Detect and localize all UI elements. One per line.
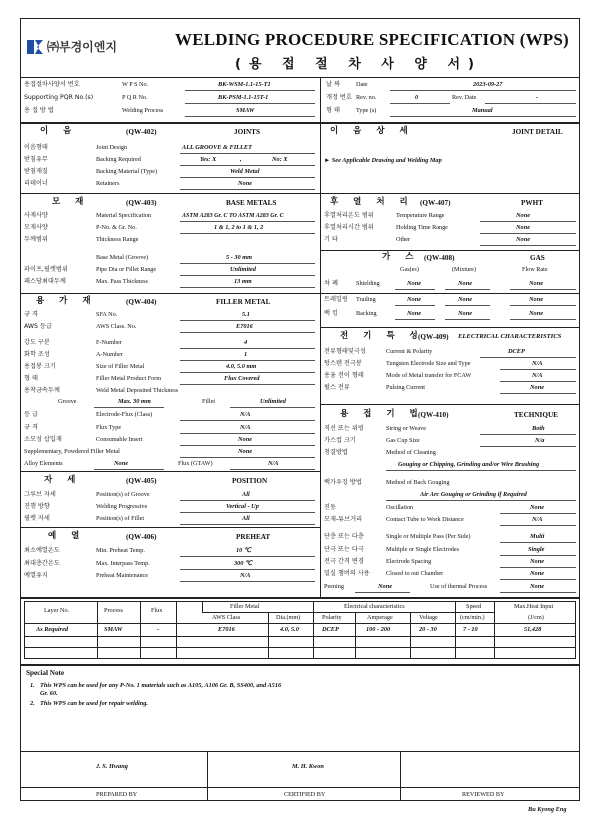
pass-label-ko: 단층 또는 다층: [324, 533, 364, 540]
gas-backing-mixture: None: [458, 310, 472, 317]
string-weave-label-ko: 직선 또는 위빙: [324, 425, 364, 432]
thermal-process-label: Use of thermal Process: [430, 583, 488, 590]
th-voltage: Voltage: [419, 614, 438, 621]
deposited-label-ko: 용착금속두께: [24, 387, 60, 394]
groove-position-label-ko: 그루브 자세: [24, 491, 56, 498]
filler-title-en: FILLER METAL: [216, 298, 271, 306]
string-weave-label-en: String or Weave: [386, 425, 426, 432]
deposited-groove-value: Max. 30 mm: [118, 398, 151, 405]
fillet-position-label-en: Position(s) of Fillet: [96, 515, 145, 522]
pulsing-label-ko: 펄스 전류: [324, 384, 350, 391]
gas-title-en: GAS: [530, 254, 545, 262]
gas-trailing-mixture: None: [458, 296, 472, 303]
deposited-fillet-label: Fillet: [202, 398, 216, 405]
deposited-groove-label: Groove: [58, 398, 77, 405]
td-dia: 4.0, 5.0: [280, 626, 299, 633]
joint-detail-title-en: JOINT DETAIL: [512, 128, 563, 136]
wps-no-value: BK-WSM-1.1-15-T1: [218, 81, 271, 88]
sfa-label-ko: 규 격: [24, 311, 38, 318]
th-heat-input: Max.Heat Input: [514, 603, 554, 610]
pwht-temp-label-en: Temperature Range: [396, 212, 445, 219]
max-interpass-label-ko: 최대층간온도: [24, 560, 60, 567]
current-polarity-label-ko: 전류형태및극성: [324, 348, 366, 355]
p-number-label-ko: 모재사양: [24, 224, 48, 231]
pulsing-value: None: [530, 384, 544, 391]
electrode-flux-label-en: Electrode-Flux (Class): [96, 411, 153, 418]
backing-comma: ,: [240, 156, 242, 163]
filler-size-label-en: Size of Filler Metal: [96, 363, 145, 370]
filler-title-ko: 용 가 재: [36, 296, 97, 306]
retainers-label-ko: 리테이너: [24, 180, 48, 187]
groove-range-value: 5 - 30 mm: [226, 254, 253, 261]
td-polarity: DCEP: [322, 626, 339, 633]
position-code: (QW-405): [126, 477, 157, 485]
electrode-spacing-label-en: Electrode Spacing: [386, 558, 432, 565]
pipe-dia-label-ko: 파이프,필렛범위: [24, 266, 68, 273]
td-flux: -: [157, 626, 160, 633]
p-number-label-en: P-No. & Gr. No.: [96, 224, 137, 231]
technique-title-ko: 용 접 기 법: [340, 409, 424, 419]
peening-value: None: [378, 583, 392, 590]
deposited-label-en: Weld Metal Deposited Thickness: [96, 387, 179, 394]
electrode-spacing-label-ko: 전극 간격 변경: [324, 558, 364, 565]
pwht-time-label-en: Holding Time Range: [396, 224, 448, 231]
rev-no-label-en: Rev. no.: [356, 94, 377, 101]
string-weave-value: Both: [532, 425, 545, 432]
wps-no-label-en: W P S No.: [122, 81, 149, 88]
oscillation-value: None: [530, 504, 544, 511]
technique-title-en: TECHNIQUE: [514, 411, 558, 419]
electrical-title-ko: 전 기 특 성: [340, 331, 424, 341]
technique-code: (QW-410): [418, 411, 449, 419]
thickness-range-label-ko: 두께범위: [24, 236, 48, 243]
gas-cup-label-en: Gas Cup Size: [386, 437, 420, 444]
prepared-by-label: PREPARED BY: [96, 791, 138, 798]
peening-label: Peening: [324, 583, 344, 590]
gas-cup-value: N/a: [535, 437, 545, 444]
base-metals-title-ko: 모 재: [52, 197, 90, 207]
title-english: WELDING PROCEDURE SPECIFICATION (WPS): [175, 30, 569, 49]
note-1-number: 1.: [30, 682, 35, 689]
base-metals-title-en: BASE METALS: [226, 199, 277, 207]
td-layer: As Required: [36, 626, 69, 633]
flux-type-label-ko: 규 격: [24, 424, 38, 431]
pwht-other-value: None: [516, 236, 530, 243]
th-filler-metal: Filler Metal: [230, 603, 260, 610]
th-polarity: Polarity: [322, 614, 342, 621]
td-aws: E7016: [218, 626, 235, 633]
gas-trailing-flow: None: [529, 296, 543, 303]
th-amperage: Amperage: [367, 614, 393, 621]
th-process: Process: [104, 607, 123, 614]
pwht-code: (QW-407): [420, 199, 451, 207]
note-2-text: This WPS can be used for repair welding.: [40, 700, 148, 707]
electrical-title-en: ELECTRICAL CHARACTERISTICS: [458, 333, 562, 340]
pwht-temp-value: None: [516, 212, 530, 219]
max-interpass-value: 300 ℃: [234, 560, 253, 567]
note-1-text: This WPS can be used for any P-No. 1 materials such as A105, A106 Gr. B, SS400, and A516: [40, 682, 282, 689]
wps-no-label-ko: 용접절차사양서 번호: [24, 81, 80, 88]
pwht-time-value: None: [516, 224, 530, 231]
consumable-insert-label-en: Consumable Insert: [96, 436, 143, 443]
joint-design-value: ALL GROOVE & FILLET: [182, 144, 252, 151]
flux-type-label-en: Flux Type: [96, 424, 122, 431]
back-gouging-value: Air Arc Gouging or Grinding if Required: [420, 491, 527, 498]
backing-required-label-en: Backing Required: [96, 156, 141, 163]
backing-required-label-ko: 받침유무: [24, 156, 48, 163]
p-number-value: 1 & 1, 2 to 1 & 1, 2: [214, 224, 264, 231]
electrodes-label-ko: 단극 또는 다극: [324, 546, 364, 553]
consumable-insert-value: None: [238, 436, 252, 443]
date-value: 2023-09-27: [473, 81, 503, 88]
min-preheat-value: 10 ℃: [236, 547, 251, 554]
chamber-value: None: [530, 570, 544, 577]
note-2-number: 2.: [30, 700, 35, 707]
gas-shielding-mixture: None: [458, 280, 472, 287]
groove-position-value: All: [242, 491, 250, 498]
contact-tube-label-ko: 모재-튜브거리: [324, 516, 363, 523]
preheat-title-en: PREHEAT: [236, 533, 271, 541]
supplementary-value: None: [238, 448, 252, 455]
company-name: ㈜부경이엔지: [47, 40, 117, 54]
pwht-other-label-ko: 기 타: [324, 236, 338, 243]
backing-material-label-en: Backing Material (Type): [96, 168, 158, 175]
filler-size-label-ko: 용접봉 크기: [24, 363, 56, 370]
contact-tube-label-en: Contact Tube to Work Distance: [386, 516, 464, 523]
joint-detail-title-ko: 이 음 상 세: [330, 126, 414, 136]
welding-process-label-ko: 용 접 방 법: [24, 107, 54, 114]
tungsten-label-ko: 텅스텐 전극봉: [324, 360, 362, 367]
th-speed: Speed: [466, 603, 482, 610]
preheat-maint-value: N/A: [240, 572, 251, 579]
electrode-flux-value: N/A: [240, 411, 251, 418]
alloy-elements-value: None: [114, 460, 128, 467]
back-gouging-label-en: Method of Back Gouging: [386, 479, 450, 486]
f-number-value: 4: [244, 339, 248, 346]
gas-shielding-label-en: Shielding: [356, 280, 380, 287]
fillet-position-value: All: [242, 515, 250, 522]
prepared-name: J. S. Hwang: [96, 763, 128, 770]
joints-title-en: JOINTS: [234, 128, 260, 136]
cleaning-value: Gouging or Chipping, Grinding and/or Wire Brushing: [398, 461, 540, 468]
deposited-fillet-value: Unlimited: [260, 398, 286, 405]
electrode-flux-label-ko: 등 급: [24, 411, 38, 418]
footer-company: Bu Kyong Eng: [528, 806, 567, 813]
chamber-label-ko: 밀실 챔버의 사용: [324, 570, 370, 577]
joint-design-label-en: Joint Design: [96, 144, 128, 151]
pqr-no-value: BK-PSM-1.1-15T-1: [218, 94, 269, 101]
current-polarity-value: DCEP: [508, 348, 525, 355]
gas-shielding-flow: None: [529, 280, 543, 287]
fillet-position-label-ko: 필렛 자세: [24, 515, 50, 522]
joints-code: (QW-402): [126, 128, 157, 136]
th-heat-unit: (J/cm): [528, 614, 544, 621]
retainers-label-en: Retainers: [96, 180, 120, 187]
td-amperage: 100 - 200: [366, 626, 391, 633]
progression-value: Vertical - Up: [226, 503, 259, 510]
welding-process-label-en: Welding Process: [122, 107, 164, 114]
filler-size-value: 4.0, 5.0 mm: [226, 363, 257, 370]
groove-range-label: Base Metal (Groove): [96, 254, 149, 261]
th-layer: Layer No.: [44, 607, 70, 614]
electrode-spacing-value: None: [530, 558, 544, 565]
pwht-title-ko: 후 열 처 리: [330, 197, 414, 207]
pipe-dia-value: Unlimited: [230, 266, 256, 273]
gas-title-ko: 가 스: [382, 252, 420, 262]
backing-material-value: Weld Metal: [230, 168, 260, 175]
gas-col-gases: Gas(es): [400, 266, 419, 273]
current-polarity-label-en: Current & Polarity: [386, 348, 433, 355]
filler-code: (QW-404): [126, 298, 157, 306]
aws-class-value: E7016: [236, 323, 253, 330]
sfa-label-en: SFA No.: [96, 311, 118, 318]
preheat-maint-label-en: Preheat Maintenance: [96, 572, 149, 579]
gas-col-mixture: (Mixture): [452, 266, 477, 273]
type-label-ko: 형 태: [326, 107, 340, 114]
product-form-value: Flux Covered: [224, 375, 260, 382]
date-label-ko: 날 짜: [326, 81, 340, 88]
oscillation-label-ko: 진동: [324, 504, 336, 511]
contact-tube-value: N/A: [532, 516, 543, 523]
product-form-label-en: Filler Metal Product Form: [96, 375, 162, 382]
sfa-value: 5.1: [242, 311, 250, 318]
max-pass-label-ko: 패스당최대두께: [24, 278, 66, 285]
pwht-title-en: PWHT: [521, 199, 543, 207]
pass-label-en: Single or Multiple Pass (Per Side): [386, 533, 471, 540]
gas-col-flow-rate: Flow Rate: [522, 266, 548, 273]
gas-backing-gas: None: [407, 310, 421, 317]
aws-class-label-ko: AWS 등급: [24, 323, 52, 330]
th-dia: Dia.(mm): [276, 614, 301, 621]
gas-code: (QW-408): [424, 254, 455, 262]
td-heat-input: 51,428: [524, 626, 542, 633]
metal-transfer-value: N/A: [532, 372, 543, 379]
base-metals-code: (QW-403): [126, 199, 157, 207]
date-label-en: Date: [356, 81, 368, 88]
td-voltage: 20 - 30: [419, 626, 437, 633]
position-title-en: POSITION: [232, 477, 268, 485]
tungsten-value: N/A: [532, 360, 543, 367]
flux-gtaw-value: N/A: [268, 460, 279, 467]
certified-name: M. H. Kwon: [292, 763, 324, 770]
a-number-label-en: A-Number: [96, 351, 123, 358]
groove-position-label-en: Position(s) of Groove: [96, 491, 150, 498]
metal-transfer-label-ko: 용융 전이 형태: [324, 372, 364, 379]
product-form-label-ko: 형 태: [24, 375, 38, 382]
gas-shielding-gas: None: [407, 280, 421, 287]
a-number-value: 1: [244, 351, 248, 358]
rev-no-value: 0: [415, 94, 419, 101]
type-value: Manual: [472, 107, 493, 114]
tungsten-label-en: Tungsten Electrode Size and Type: [386, 360, 471, 367]
thermal-process-value: None: [530, 583, 544, 590]
material-spec-label-en: Material Specification: [96, 212, 152, 219]
special-note-title: Special Note: [26, 669, 65, 677]
pwht-other-label-en: Other: [396, 236, 411, 243]
progression-label-en: Welding Progressive: [96, 503, 148, 510]
alloy-elements-label: Alloy Elements: [24, 460, 63, 467]
consumable-insert-label-ko: 소모성 삽입재: [24, 436, 62, 443]
back-gouging-label-ko: 백가우징 방법: [324, 479, 362, 486]
f-number-label-ko: 강도 구분: [24, 339, 50, 346]
pipe-dia-label-en: Pipe Dia or Fillet Range: [96, 266, 157, 273]
th-aws-class: AWS Class: [212, 614, 241, 621]
pqr-no-label-en: P Q R No.: [122, 94, 148, 101]
title-korean: (용 접 절 차 사 양 서): [235, 57, 482, 72]
gas-trailing-gas: None: [407, 296, 421, 303]
backing-yes-value: Yes: X: [200, 156, 217, 163]
joints-title-ko: 이 음: [40, 126, 78, 136]
supplementary-label: Supplementary, Powdered Filler Metal: [24, 448, 120, 455]
td-process: SMAW: [104, 626, 123, 633]
flux-gtaw-label: Flux (GTAW): [178, 460, 213, 467]
min-preheat-label-en: Min. Preheat Temp.: [96, 547, 145, 554]
retainers-value: None: [238, 180, 252, 187]
joint-design-label-ko: 이음형태: [24, 144, 48, 151]
th-electrical: Electrical characteristics: [344, 603, 405, 610]
joint-detail-note: ► See Applicable Drawing and Welding Map: [324, 157, 442, 164]
pulsing-label-en: Pulsing Current: [386, 384, 426, 391]
td-speed: 7 - 10: [463, 626, 478, 633]
note-1-text-cont: Gr. 60.: [40, 690, 58, 697]
progression-label-ko: 진행 방향: [24, 503, 50, 510]
gas-backing-flow: None: [529, 310, 543, 317]
gas-backing-label-en: Backing: [356, 310, 377, 317]
pwht-temp-label-ko: 후열처리온도 범위: [324, 212, 374, 219]
gas-trailing-label-en: Trailing: [356, 296, 376, 303]
max-interpass-label-en: Max. Interpass Temp.: [96, 560, 150, 567]
material-spec-value: ASTM A283 Gr. C TO ASTM A283 Gr. C: [182, 213, 284, 219]
flux-type-value: N/A: [240, 424, 251, 431]
preheat-title-ko: 예 열: [48, 531, 86, 541]
preheat-code: (QW-406): [126, 533, 157, 541]
electrodes-value: Single: [528, 546, 545, 553]
thickness-range-label-en: Thickness Range: [96, 236, 139, 243]
reviewed-by-label: REVIEWED BY: [462, 791, 505, 798]
position-title-ko: 자 세: [44, 475, 82, 485]
preheat-maint-label-ko: 예열유지: [24, 572, 48, 579]
a-number-label-ko: 화학 조성: [24, 351, 50, 358]
th-flux: Flux: [151, 607, 163, 614]
material-spec-label-ko: 사재사양: [24, 212, 48, 219]
backing-no-value: No: X: [272, 156, 288, 163]
rev-date-value: -: [536, 94, 539, 101]
gas-cup-label-ko: 가스컵 크기: [324, 437, 356, 444]
electrodes-label-en: Multiple or Single Electrodes: [386, 546, 460, 553]
f-number-label-en: F-Number: [96, 339, 122, 346]
max-pass-label-en: Max. Pass Thickness: [96, 278, 148, 285]
pwht-time-label-ko: 후열처리시간 범위: [324, 224, 374, 231]
chamber-label-en: Closed to out Chamber: [386, 570, 444, 577]
gas-trailing-label-ko: 트레일링: [324, 296, 348, 303]
metal-transfer-label-en: Mode of Metal transfer for FCAW: [386, 372, 472, 379]
gas-backing-label-ko: 백 킹: [324, 310, 338, 317]
oscillation-label-en: Oscillation: [386, 504, 414, 511]
type-label-en: Type (s): [356, 107, 377, 114]
backing-material-label-ko: 받침재질: [24, 168, 48, 175]
rev-no-label-ko: 개정 번호: [326, 94, 352, 101]
rev-date-label: Rev. Date: [452, 94, 477, 101]
cleaning-label-en: Method of Cleaning: [386, 449, 436, 456]
welding-process-value: SMAW: [236, 107, 255, 114]
max-pass-value: 13 mm: [234, 278, 252, 285]
cleaning-label-ko: 청결방법: [324, 449, 348, 456]
electrical-code: (QW-409): [418, 333, 449, 341]
pass-value: Multi: [530, 533, 545, 540]
min-preheat-label-ko: 최소예열온도: [24, 547, 60, 554]
th-speed-unit: (cm/min.): [460, 614, 485, 621]
gas-shielding-label-ko: 차 폐: [324, 280, 338, 287]
aws-class-label-en: AWS Class. No.: [96, 323, 137, 330]
pqr-no-label-ko: Supporting PQR No.(s): [24, 94, 94, 101]
certified-by-label: CERTIFIED BY: [284, 791, 326, 798]
